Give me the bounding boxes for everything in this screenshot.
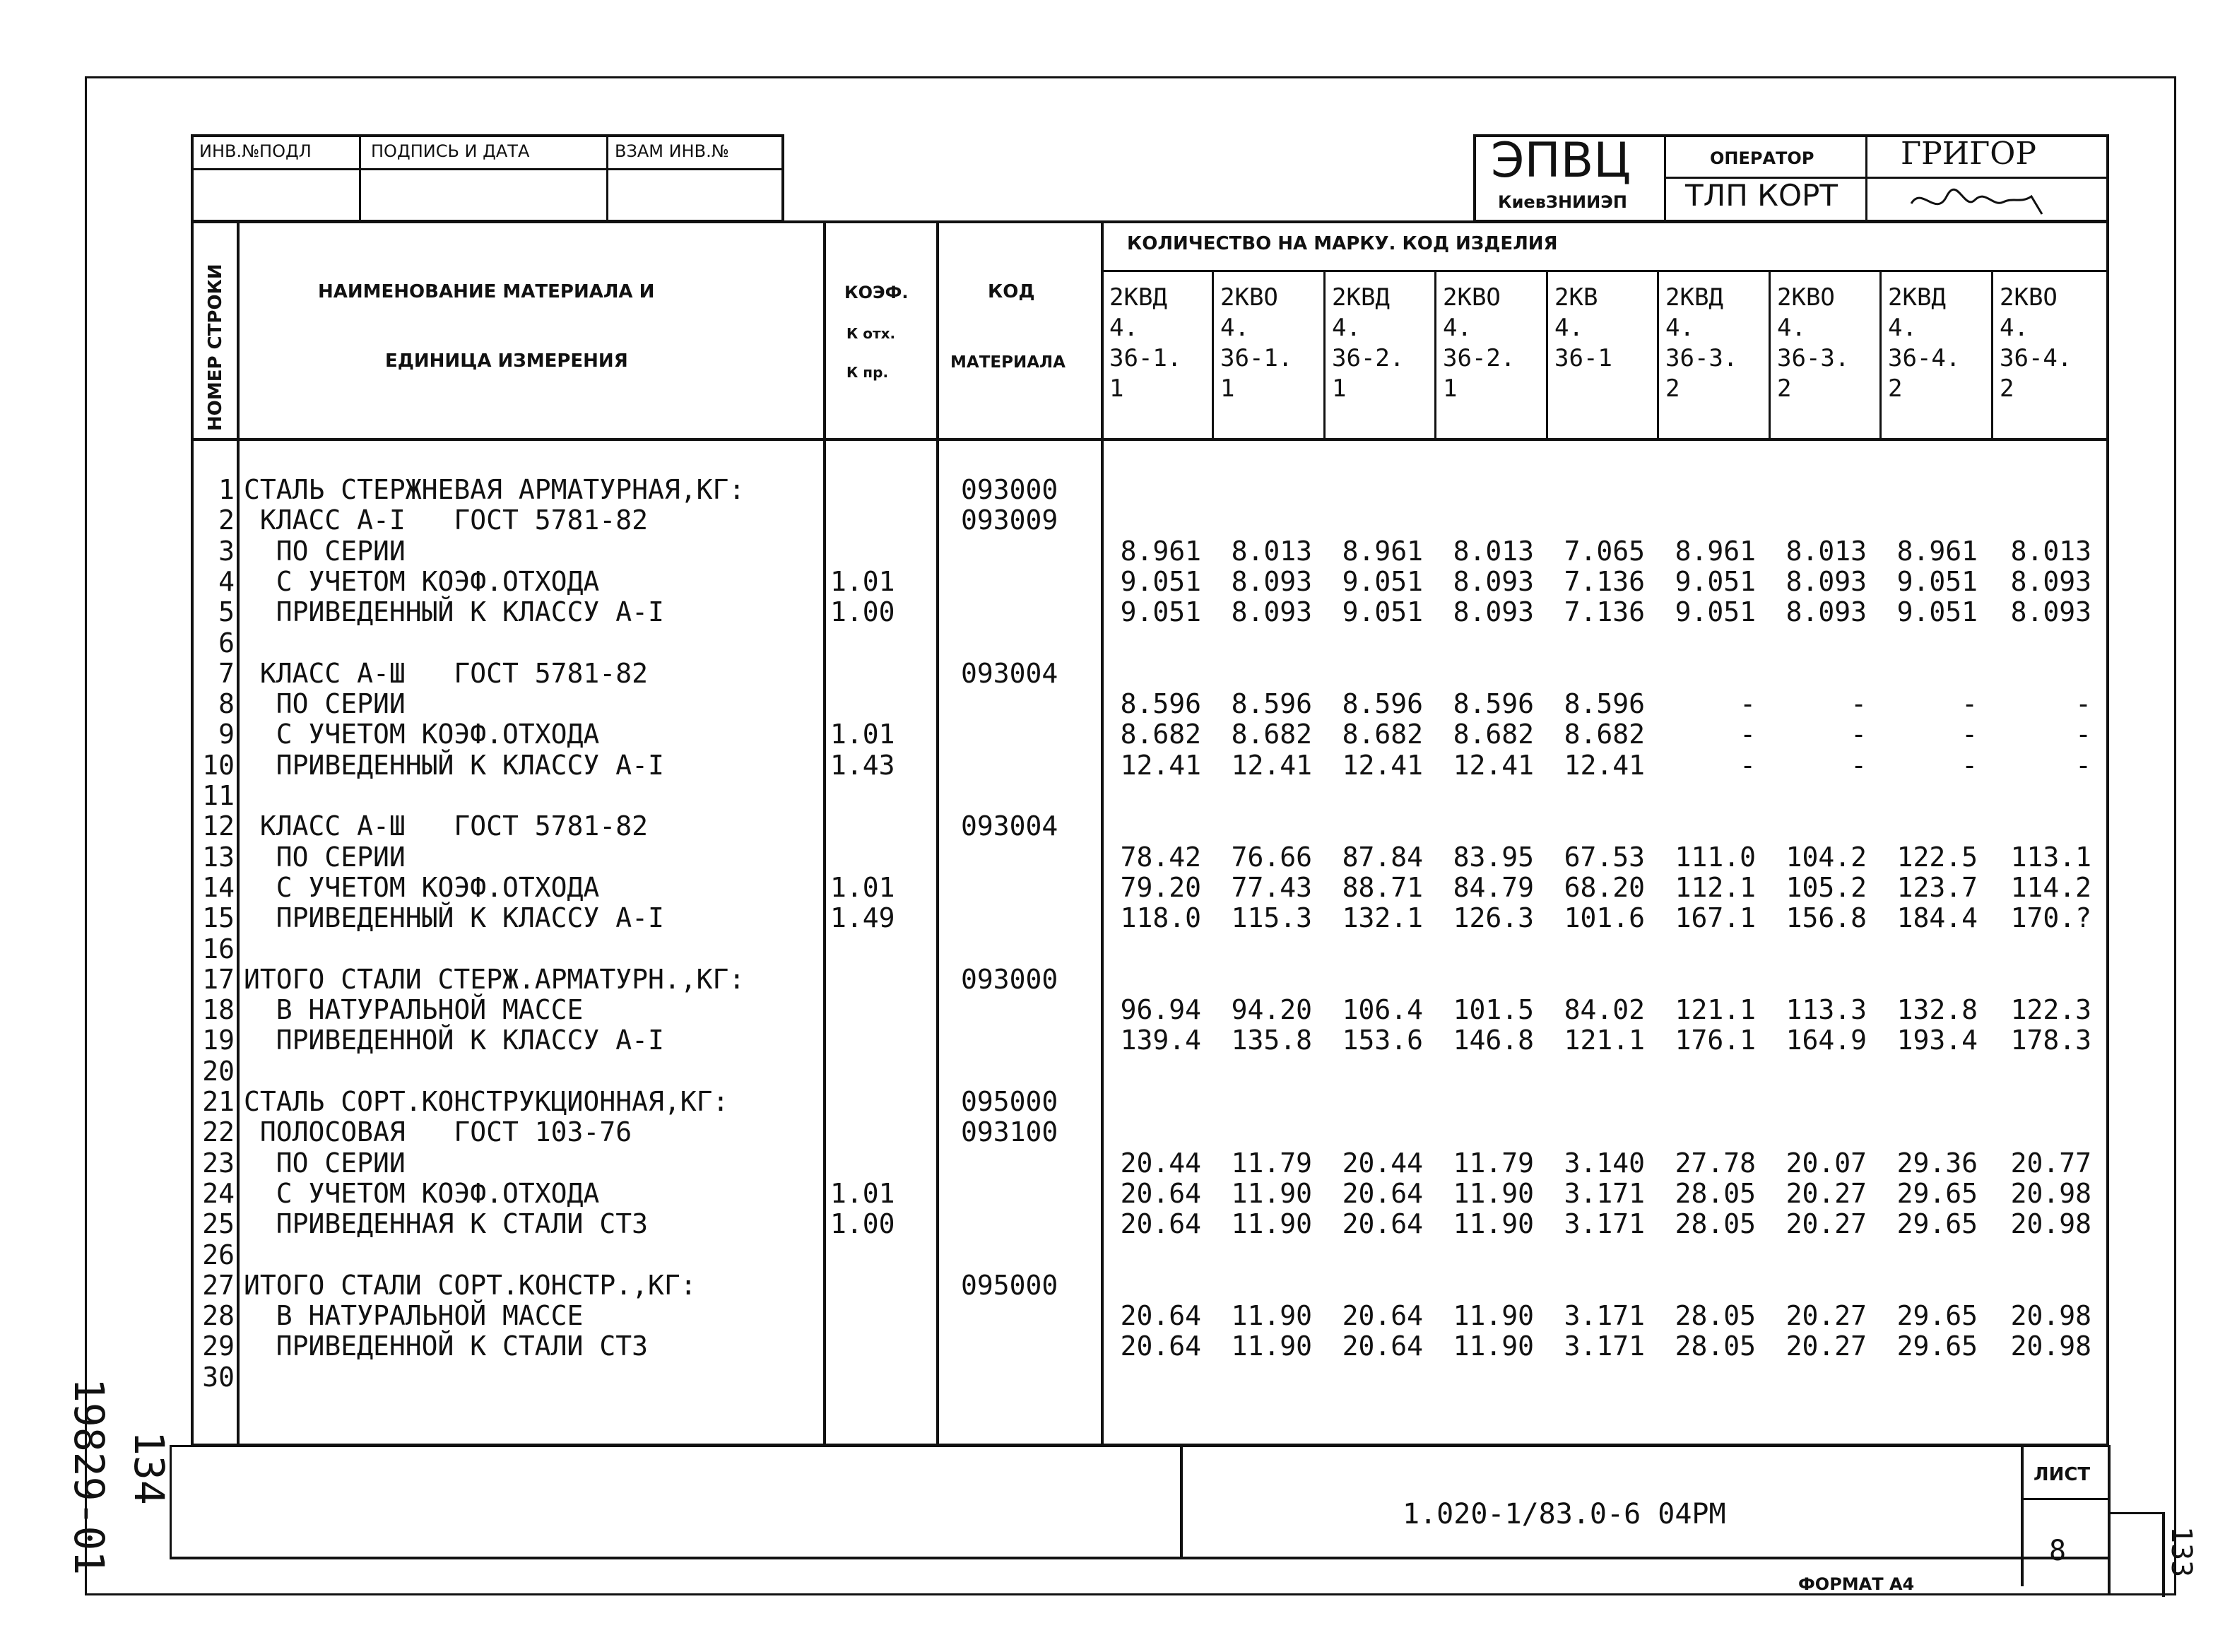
quantity-value: 8.682 (1564, 719, 1645, 750)
quantity-value: 139.4 (1120, 1025, 1201, 1056)
quantity-value: 27.78 (1675, 1147, 1756, 1179)
quantity-value: 29.65 (1896, 1300, 1978, 1331)
quantity-value: 8.596 (1564, 688, 1645, 719)
quantity-value: 88.71 (1342, 872, 1423, 903)
quantity-value: 11.79 (1453, 1147, 1534, 1179)
document-code: 1.020-1/83.0-6 04РМ (1403, 1498, 1726, 1530)
quantity-value: - (2075, 750, 2091, 781)
header-material-line2: ЕДИНИЦА ИЗМЕРЕНИЯ (385, 350, 628, 372)
row-number: 9 (218, 719, 235, 750)
material-code: 093000 (961, 474, 1058, 505)
quantity-value: 79.20 (1120, 872, 1201, 903)
quantity-value: 8.596 (1342, 688, 1423, 719)
header-k-pr: К пр. (846, 364, 889, 381)
quantity-value: 20.77 (2010, 1147, 2091, 1179)
quantity-value: 11.90 (1453, 1300, 1534, 1331)
quantity-value: 101.5 (1453, 994, 1534, 1025)
quantity-value: 20.98 (2010, 1208, 2091, 1239)
material-name: С УЧЕТОМ КОЭФ.ОТХОДА (244, 566, 600, 597)
material-code: 095000 (961, 1086, 1058, 1117)
side-code: 19829-01 (65, 1378, 113, 1576)
quantity-value: 94.20 (1231, 994, 1312, 1025)
material-name: С УЧЕТОМ КОЭФ.ОТХОДА (244, 1178, 600, 1209)
material-name: В НАТУРАЛЬНОЙ МАССЕ (244, 994, 584, 1025)
quantity-value: 29.36 (1896, 1147, 1978, 1179)
quantity-value: 20.27 (1786, 1208, 1867, 1239)
quantity-value: 8.093 (1453, 566, 1534, 597)
sheet-number: 8 (2049, 1535, 2067, 1567)
koef-value: 1.01 (830, 872, 895, 903)
quantity-value: - (1851, 750, 1867, 781)
stamp-podpis-data: ПОДПИСЬ И ДАТА (371, 141, 530, 161)
quantity-value: 29.65 (1896, 1331, 1978, 1362)
mark-header-6: 2КВД 4. 36-3. 2 (1665, 283, 1738, 403)
quantity-value: 20.64 (1120, 1300, 1201, 1331)
quantity-value: 20.64 (1342, 1208, 1423, 1239)
quantity-value: 3.140 (1564, 1147, 1645, 1179)
material-name: ПРИВЕДЕННЫЙ К КЛАССУ А-I (244, 750, 664, 781)
quantity-value: 28.05 (1675, 1300, 1756, 1331)
row-number: 5 (218, 596, 235, 627)
quantity-value: 156.8 (1786, 902, 1867, 933)
sheet-label: ЛИСТ (2034, 1464, 2091, 1485)
quantity-value: - (1851, 688, 1867, 719)
quantity-value: 8.682 (1342, 719, 1423, 750)
row-number: 25 (202, 1208, 235, 1239)
quantity-value: 8.682 (1231, 719, 1312, 750)
material-name: КЛАСС А-Ш ГОСТ 5781-82 (244, 810, 648, 842)
quantity-value: 8.961 (1675, 536, 1756, 567)
material-code: 093004 (961, 810, 1058, 842)
row-number: 11 (202, 780, 235, 811)
operator-value: ТЛП КОРТ (1685, 178, 1838, 213)
header-quantity-title: КОЛИЧЕСТВО НА МАРКУ. КОД ИЗДЕЛИЯ (1127, 233, 1558, 254)
row-number: 8 (218, 688, 235, 719)
material-name: С УЧЕТОМ КОЭФ.ОТХОДА (244, 719, 600, 750)
quantity-value: 12.41 (1120, 750, 1201, 781)
quantity-value: 11.79 (1231, 1147, 1312, 1179)
header-materiala: МАТЕРИАЛА (950, 353, 1066, 372)
quantity-value: 67.53 (1564, 842, 1645, 873)
quantity-value: 84.79 (1453, 872, 1534, 903)
quantity-value: 8.013 (1786, 536, 1867, 567)
quantity-value: - (1851, 719, 1867, 750)
koef-value: 1.49 (830, 902, 895, 933)
koef-value: 1.00 (830, 1208, 895, 1239)
quantity-value: 11.90 (1453, 1178, 1534, 1209)
material-name: ИТОГО СТАЛИ СТЕРЖ.АРМАТУРН.,КГ: (244, 964, 745, 995)
row-number: 4 (218, 566, 235, 597)
quantity-value: - (2075, 688, 2091, 719)
quantity-value: 176.1 (1675, 1025, 1756, 1056)
quantity-value: 132.8 (1896, 994, 1978, 1025)
row-number: 23 (202, 1147, 235, 1179)
quantity-value: 8.961 (1896, 536, 1978, 567)
row-number: 14 (202, 872, 235, 903)
quantity-value: 8.596 (1231, 688, 1312, 719)
quantity-value: 193.4 (1896, 1025, 1978, 1056)
quantity-value: 20.27 (1786, 1300, 1867, 1331)
quantity-value: 8.093 (1453, 596, 1534, 627)
quantity-value: 113.3 (1786, 994, 1867, 1025)
material-code: 095000 (961, 1270, 1058, 1301)
quantity-value: 153.6 (1342, 1025, 1423, 1056)
signature-icon (1908, 182, 2049, 225)
material-name: ПРИВЕДЕННАЯ К СТАЛИ СТ3 (244, 1208, 648, 1239)
quantity-value: 106.4 (1342, 994, 1423, 1025)
quantity-value: 12.41 (1342, 750, 1423, 781)
org-sub: КиевЗНИИЭП (1498, 192, 1627, 212)
mark-header-7: 2КВО 4. 36-3. 2 (1777, 283, 1850, 403)
quantity-value: 9.051 (1896, 596, 1978, 627)
row-number: 10 (202, 750, 235, 781)
quantity-value: 87.84 (1342, 842, 1423, 873)
quantity-value: 114.2 (2010, 872, 2091, 903)
quantity-value: 28.05 (1675, 1178, 1756, 1209)
row-number: 20 (202, 1056, 235, 1087)
row-number: 28 (202, 1300, 235, 1331)
row-number: 27 (202, 1270, 235, 1301)
quantity-value: 20.64 (1342, 1300, 1423, 1331)
quantity-value: 11.90 (1453, 1208, 1534, 1239)
quantity-value: 12.41 (1231, 750, 1312, 781)
quantity-value: 20.64 (1120, 1331, 1201, 1362)
material-name: КЛАСС А-I ГОСТ 5781-82 (244, 505, 648, 536)
quantity-value: 3.171 (1564, 1178, 1645, 1209)
quantity-value: 8.961 (1342, 536, 1423, 567)
quantity-value: 9.051 (1342, 566, 1423, 597)
quantity-value: 11.90 (1231, 1178, 1312, 1209)
mark-header-3: 2КВД 4. 36-2. 1 (1332, 283, 1405, 403)
material-name: ПРИВЕДЕННЫЙ К КЛАССУ А-I (244, 596, 664, 627)
quantity-value: 3.171 (1564, 1208, 1645, 1239)
quantity-value: - (1961, 688, 1978, 719)
quantity-value: 12.41 (1564, 750, 1645, 781)
quantity-value: 126.3 (1453, 902, 1534, 933)
quantity-value: 29.65 (1896, 1178, 1978, 1209)
row-number: 1 (218, 474, 235, 505)
material-code: 093100 (961, 1116, 1058, 1147)
mark-header-4: 2КВО 4. 36-2. 1 (1443, 283, 1516, 403)
quantity-value: 101.6 (1564, 902, 1645, 933)
quantity-value: 11.90 (1453, 1331, 1534, 1362)
quantity-value: 121.1 (1675, 994, 1756, 1025)
material-name: ИТОГО СТАЛИ СОРТ.КОНСТР.,КГ: (244, 1270, 697, 1301)
material-name: С УЧЕТОМ КОЭФ.ОТХОДА (244, 872, 600, 903)
material-name: ПРИВЕДЕННОЙ К СТАЛИ СТ3 (244, 1331, 648, 1362)
quantity-value: 8.596 (1453, 688, 1534, 719)
row-number: 24 (202, 1178, 235, 1209)
quantity-value: 167.1 (1675, 902, 1756, 933)
quantity-value: 122.3 (2010, 994, 2091, 1025)
quantity-value: 20.98 (2010, 1300, 2091, 1331)
row-number: 3 (218, 536, 235, 567)
quantity-value: 20.64 (1120, 1208, 1201, 1239)
operator-label: ОПЕРАТОР (1710, 148, 1814, 168)
org-main: ЭПВЦ (1491, 133, 1631, 189)
row-number: 2 (218, 505, 235, 536)
quantity-value: 29.65 (1896, 1208, 1978, 1239)
quantity-value: 11.90 (1231, 1300, 1312, 1331)
mark-header-1: 2КВД 4. 36-1. 1 (1109, 283, 1182, 403)
row-number: 21 (202, 1086, 235, 1117)
row-number: 16 (202, 933, 235, 964)
quantity-value: 9.051 (1342, 596, 1423, 627)
quantity-value: 8.093 (1786, 566, 1867, 597)
material-code: 093009 (961, 505, 1058, 536)
quantity-value: - (1740, 719, 1756, 750)
quantity-value: 20.27 (1786, 1331, 1867, 1362)
row-number: 29 (202, 1331, 235, 1362)
material-name: ПО СЕРИИ (244, 1147, 406, 1179)
row-number: 13 (202, 842, 235, 873)
quantity-value: 20.64 (1342, 1178, 1423, 1209)
koef-value: 1.01 (830, 566, 895, 597)
material-name: СТАЛЬ СТЕРЖНЕВАЯ АРМАТУРНАЯ,КГ: (244, 474, 745, 505)
quantity-value: - (1740, 688, 1756, 719)
quantity-value: 9.051 (1120, 566, 1201, 597)
quantity-value: 104.2 (1786, 842, 1867, 873)
header-material-line1: НАИМЕНОВАНИЕ МАТЕРИАЛА И (318, 281, 655, 302)
quantity-value: 7.136 (1564, 596, 1645, 627)
quantity-value: 8.682 (1453, 719, 1534, 750)
quantity-value: - (1961, 719, 1978, 750)
quantity-value: 3.171 (1564, 1331, 1645, 1362)
quantity-value: 170.? (2010, 902, 2091, 933)
quantity-value: 123.7 (1896, 872, 1978, 903)
mark-header-5: 2КВ 4. 36-1 (1554, 283, 1612, 372)
material-name: ПО СЕРИИ (244, 536, 406, 567)
row-number: 17 (202, 964, 235, 995)
author-name: ГРИГОР (1901, 136, 2036, 172)
quantity-value: 178.3 (2010, 1025, 2091, 1056)
quantity-value: 20.07 (1786, 1147, 1867, 1179)
koef-value: 1.00 (830, 596, 895, 627)
row-number: 30 (202, 1362, 235, 1393)
material-name: ПОЛОСОВАЯ ГОСТ 103-76 (244, 1116, 632, 1147)
quantity-value: 112.1 (1675, 872, 1756, 903)
mark-header-2: 2КВО 4. 36-1. 1 (1220, 283, 1293, 403)
quantity-value: 8.682 (1120, 719, 1201, 750)
quantity-value: 115.3 (1231, 902, 1312, 933)
row-number: 6 (218, 627, 235, 659)
quantity-value: 77.43 (1231, 872, 1312, 903)
quantity-value: 8.961 (1120, 536, 1201, 567)
quantity-value: 8.093 (2010, 566, 2091, 597)
quantity-value: - (1961, 750, 1978, 781)
quantity-value: 122.5 (1896, 842, 1978, 873)
material-name: СТАЛЬ СОРТ.КОНСТРУКЦИОННАЯ,КГ: (244, 1086, 729, 1117)
quantity-value: 20.44 (1342, 1147, 1423, 1179)
row-number: 19 (202, 1025, 235, 1056)
quantity-value: 78.42 (1120, 842, 1201, 873)
material-name: ПРИВЕДЕННОЙ К КЛАССУ А-I (244, 1025, 664, 1056)
quantity-value: 111.0 (1675, 842, 1756, 873)
quantity-value: 8.013 (1231, 536, 1312, 567)
quantity-value: 113.1 (2010, 842, 2091, 873)
quantity-value: 3.171 (1564, 1300, 1645, 1331)
row-number: 22 (202, 1116, 235, 1147)
quantity-value: 8.093 (1231, 596, 1312, 627)
quantity-value: 96.94 (1120, 994, 1201, 1025)
mark-header-8: 2КВД 4. 36-4. 2 (1888, 283, 1961, 403)
stamp-vzam-inv: ВЗАМ ИНВ.№ (615, 141, 729, 161)
quantity-value: 7.136 (1564, 566, 1645, 597)
header-kod: КОД (988, 281, 1035, 302)
quantity-value: 68.20 (1564, 872, 1645, 903)
quantity-value: 132.1 (1342, 902, 1423, 933)
quantity-value: 8.596 (1120, 688, 1201, 719)
quantity-value: 8.093 (1231, 566, 1312, 597)
quantity-value: 20.27 (1786, 1178, 1867, 1209)
material-code: 093004 (961, 658, 1058, 689)
material-name: ПО СЕРИИ (244, 842, 406, 873)
quantity-value: 28.05 (1675, 1331, 1756, 1362)
quantity-value: 9.051 (1120, 596, 1201, 627)
material-name: ПО СЕРИИ (244, 688, 406, 719)
row-number: 15 (202, 902, 235, 933)
quantity-value: 146.8 (1453, 1025, 1534, 1056)
material-name: В НАТУРАЛЬНОЙ МАССЕ (244, 1300, 584, 1331)
material-name: КЛАСС А-Ш ГОСТ 5781-82 (244, 658, 648, 689)
quantity-value: 164.9 (1786, 1025, 1867, 1056)
quantity-value: 20.44 (1120, 1147, 1201, 1179)
row-number: 18 (202, 994, 235, 1025)
quantity-value: 118.0 (1120, 902, 1201, 933)
row-number: 7 (218, 658, 235, 689)
quantity-value: 12.41 (1453, 750, 1534, 781)
quantity-value: 9.051 (1675, 566, 1756, 597)
row-number: 26 (202, 1239, 235, 1270)
header-k-otx: К отх. (846, 325, 896, 342)
quantity-value: 8.093 (1786, 596, 1867, 627)
koef-value: 1.01 (830, 1178, 895, 1209)
quantity-value: 20.64 (1120, 1178, 1201, 1209)
quantity-value: - (2075, 719, 2091, 750)
stamp-inv-podl: ИНВ.№ПОДЛ (199, 141, 312, 161)
quantity-value: 20.98 (2010, 1331, 2091, 1362)
quantity-value: 11.90 (1231, 1331, 1312, 1362)
quantity-value: 105.2 (1786, 872, 1867, 903)
koef-value: 1.43 (830, 750, 895, 781)
quantity-value: 121.1 (1564, 1025, 1645, 1056)
material-code: 093000 (961, 964, 1058, 995)
quantity-value: 20.64 (1342, 1331, 1423, 1362)
quantity-value: 9.051 (1896, 566, 1978, 597)
quantity-value: 135.8 (1231, 1025, 1312, 1056)
edge-page: 133 (2165, 1526, 2197, 1578)
material-name: ПРИВЕДЕННЫЙ К КЛАССУ А-I (244, 902, 664, 933)
format-label: ФОРМАТ А4 (1798, 1574, 1915, 1594)
quantity-value: 11.90 (1231, 1208, 1312, 1239)
quantity-value: 8.013 (2010, 536, 2091, 567)
quantity-value: 28.05 (1675, 1208, 1756, 1239)
row-number: 12 (202, 810, 235, 842)
header-koef: КОЭФ. (844, 283, 909, 302)
quantity-value: 8.093 (2010, 596, 2091, 627)
quantity-value: 8.013 (1453, 536, 1534, 567)
quantity-value: 9.051 (1675, 596, 1756, 627)
quantity-value: 76.66 (1231, 842, 1312, 873)
quantity-value: 184.4 (1896, 902, 1978, 933)
mark-header-9: 2КВО 4. 36-4. 2 (2000, 283, 2072, 403)
side-page: 134 (125, 1431, 173, 1505)
quantity-value: 7.065 (1564, 536, 1645, 567)
koef-value: 1.01 (830, 719, 895, 750)
quantity-value: 83.95 (1453, 842, 1534, 873)
header-row-number: НОМЕР СТРОКИ (205, 264, 226, 431)
quantity-value: 84.02 (1564, 994, 1645, 1025)
quantity-value: 20.98 (2010, 1178, 2091, 1209)
quantity-value: - (1740, 750, 1756, 781)
